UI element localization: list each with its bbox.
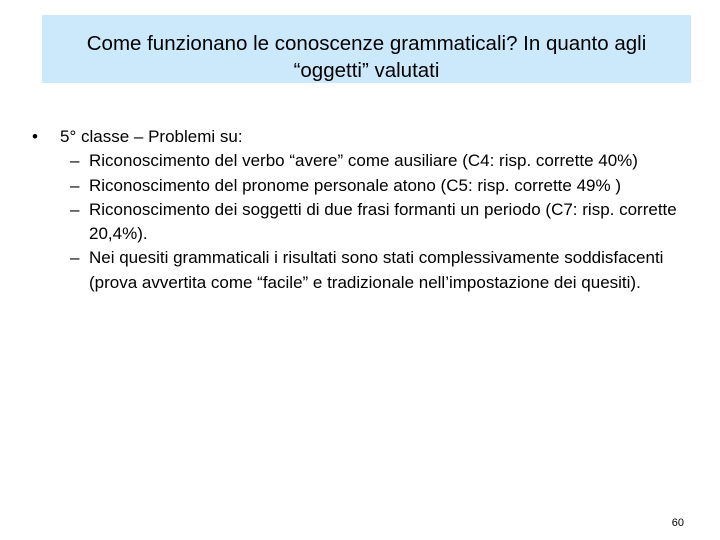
sub-bullet-text: Riconoscimento dei soggetti di due frasi formanti un periodo (C7: risp. corrette 20,4%).	[89, 199, 677, 244]
dash-icon: –	[70, 248, 80, 268]
sub-bullet-item	[70, 246, 690, 295]
main-bullet	[30, 125, 690, 149]
dash-icon: –	[70, 199, 80, 219]
dash-icon: –	[70, 151, 80, 171]
dash-icon: –	[70, 175, 80, 195]
slide-title-line-2: “oggetti” valutati	[293, 59, 440, 82]
slide-body	[30, 125, 690, 295]
sub-bullet-text: Nei quesiti grammaticali i risultati sono stati complessivamente soddisfacenti (prova avvertita come “facile” e tradizionale nell’impostazione dei quesiti).	[89, 248, 664, 292]
sub-bullet-text: Riconoscimento del pronome personale atono (C5: risp. corrette 49% )	[89, 175, 621, 195]
sub-bullet-item	[70, 198, 690, 247]
main-bullet-text: 5° classe – Problemi su:	[60, 127, 243, 146]
sub-bullet-text: Riconoscimento del verbo “avere” come ausiliare (C4: risp. corrette 40%)	[89, 151, 638, 171]
sub-bullet-list	[30, 149, 690, 295]
sub-bullet-item	[70, 174, 690, 198]
sub-bullet-item	[70, 149, 690, 173]
bullet-icon: •	[32, 127, 38, 146]
page-number: 60	[671, 517, 684, 529]
slide-title	[42, 15, 691, 83]
slide-title-line-1: Come funzionano le conoscenze grammaticali? In quanto agli	[86, 32, 647, 55]
